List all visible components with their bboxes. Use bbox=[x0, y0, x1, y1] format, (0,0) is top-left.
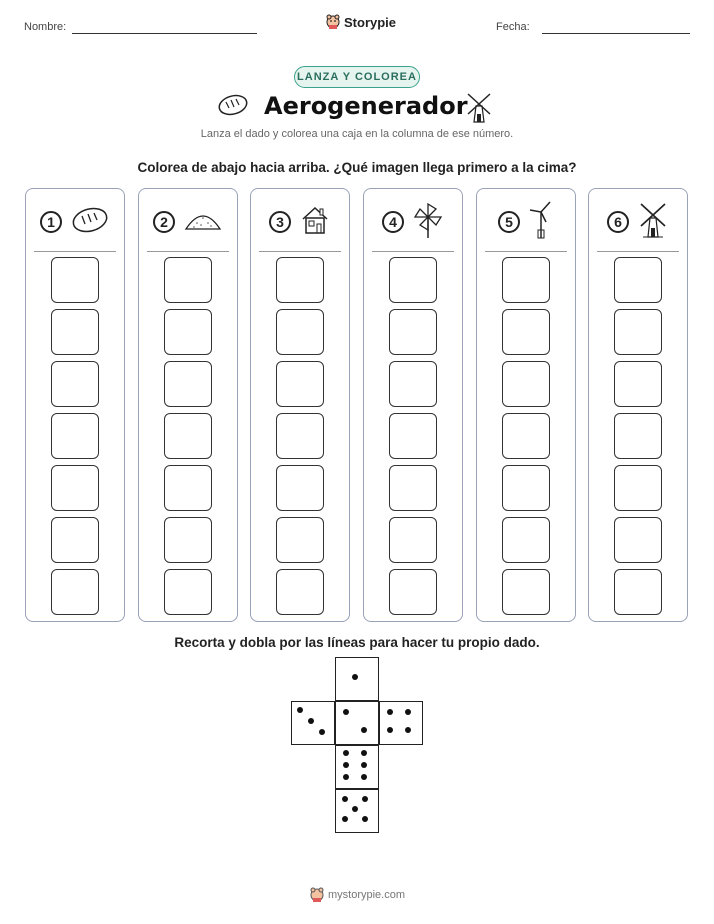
dice-pip bbox=[352, 674, 358, 680]
dice-pip bbox=[343, 762, 349, 768]
activity-badge: LANZA Y COLOREA bbox=[294, 66, 420, 88]
color-box[interactable] bbox=[164, 569, 212, 615]
color-box[interactable] bbox=[614, 517, 662, 563]
color-box[interactable] bbox=[51, 569, 99, 615]
color-box[interactable] bbox=[51, 257, 99, 303]
brand-logo bbox=[326, 14, 396, 30]
color-box[interactable] bbox=[389, 465, 437, 511]
dice-pip bbox=[361, 762, 367, 768]
column-header bbox=[364, 197, 462, 247]
dice-pip bbox=[343, 774, 349, 780]
column-divider bbox=[34, 251, 116, 252]
date-label: Fecha: bbox=[496, 21, 530, 33]
dice-pip bbox=[319, 729, 325, 735]
pinwheel-icon bbox=[412, 201, 444, 244]
dice-face-6 bbox=[335, 745, 379, 789]
instruction-top: Colorea de abajo hacia arriba. ¿Qué imagen llega primero a la cima? bbox=[137, 160, 577, 175]
dice-pip bbox=[405, 727, 411, 733]
dice-pip bbox=[387, 709, 393, 715]
column-header bbox=[139, 197, 237, 247]
color-column-6 bbox=[588, 188, 688, 622]
dice-pip bbox=[342, 816, 348, 822]
color-box[interactable] bbox=[389, 361, 437, 407]
column-divider bbox=[597, 251, 679, 252]
column-number: 3 bbox=[269, 211, 291, 233]
color-column-4 bbox=[363, 188, 463, 622]
color-column-3 bbox=[250, 188, 350, 622]
column-header bbox=[26, 197, 124, 247]
color-box[interactable] bbox=[389, 257, 437, 303]
color-box[interactable] bbox=[276, 517, 324, 563]
color-box[interactable] bbox=[614, 309, 662, 355]
color-box[interactable] bbox=[51, 361, 99, 407]
date-line[interactable] bbox=[542, 33, 690, 34]
color-box[interactable] bbox=[502, 413, 550, 459]
page-title: Aerogenerador bbox=[264, 92, 468, 120]
dice-face-4 bbox=[379, 701, 423, 745]
dice-pip bbox=[405, 709, 411, 715]
dice-pip bbox=[361, 774, 367, 780]
color-box[interactable] bbox=[164, 517, 212, 563]
wind-turbine-icon bbox=[528, 200, 554, 245]
color-column-2 bbox=[138, 188, 238, 622]
footer bbox=[310, 887, 405, 903]
color-box[interactable] bbox=[502, 309, 550, 355]
flour-pile-icon bbox=[183, 205, 223, 240]
color-box[interactable] bbox=[614, 465, 662, 511]
color-box[interactable] bbox=[389, 517, 437, 563]
brand-name: Storypie bbox=[344, 14, 397, 30]
column-number: 5 bbox=[498, 211, 520, 233]
color-box[interactable] bbox=[502, 361, 550, 407]
storypie-mascot-icon bbox=[310, 887, 324, 903]
storypie-mascot-icon bbox=[326, 14, 340, 30]
bread-icon bbox=[70, 205, 110, 240]
color-box[interactable] bbox=[276, 413, 324, 459]
color-box[interactable] bbox=[51, 517, 99, 563]
dice-pip bbox=[362, 816, 368, 822]
color-box[interactable] bbox=[164, 361, 212, 407]
color-box[interactable] bbox=[502, 517, 550, 563]
name-line[interactable] bbox=[72, 33, 257, 34]
column-divider bbox=[259, 251, 341, 252]
color-box[interactable] bbox=[389, 569, 437, 615]
color-box[interactable] bbox=[276, 361, 324, 407]
dice-face-5 bbox=[335, 789, 379, 833]
dice-pip bbox=[342, 796, 348, 802]
color-box[interactable] bbox=[389, 309, 437, 355]
color-box[interactable] bbox=[276, 257, 324, 303]
color-box[interactable] bbox=[389, 413, 437, 459]
color-box[interactable] bbox=[502, 569, 550, 615]
column-number: 1 bbox=[40, 211, 62, 233]
color-box[interactable] bbox=[276, 465, 324, 511]
color-box[interactable] bbox=[502, 257, 550, 303]
dice-pip bbox=[343, 750, 349, 756]
color-box[interactable] bbox=[164, 465, 212, 511]
column-divider bbox=[147, 251, 229, 252]
dice-pip bbox=[387, 727, 393, 733]
dice-pip bbox=[308, 718, 314, 724]
instruction-bottom: Recorta y dobla por las líneas para hacer tu propio dado. bbox=[174, 635, 540, 650]
bread-icon bbox=[216, 92, 250, 118]
color-box[interactable] bbox=[164, 257, 212, 303]
column-number: 4 bbox=[382, 211, 404, 233]
color-box[interactable] bbox=[502, 465, 550, 511]
column-header bbox=[477, 197, 575, 247]
color-box[interactable] bbox=[276, 309, 324, 355]
color-box[interactable] bbox=[51, 465, 99, 511]
column-divider bbox=[485, 251, 567, 252]
column-number: 2 bbox=[153, 211, 175, 233]
column-divider bbox=[372, 251, 454, 252]
dice-pip bbox=[362, 796, 368, 802]
color-box[interactable] bbox=[276, 569, 324, 615]
name-label: Nombre: bbox=[24, 21, 67, 33]
color-box[interactable] bbox=[614, 413, 662, 459]
dice-face-2 bbox=[335, 701, 379, 745]
dice-pip bbox=[297, 707, 303, 713]
house-icon bbox=[299, 204, 331, 241]
color-column-5 bbox=[476, 188, 576, 622]
dice-face-1 bbox=[335, 657, 379, 701]
color-box[interactable] bbox=[51, 309, 99, 355]
dice-pip bbox=[361, 750, 367, 756]
windmill-icon bbox=[637, 201, 669, 244]
subtitle: Lanza el dado y colorea una caja en la columna de ese número. bbox=[200, 128, 514, 140]
color-box[interactable] bbox=[51, 413, 99, 459]
dice-pip bbox=[343, 709, 349, 715]
dice-face-3 bbox=[291, 701, 335, 745]
windmill-icon bbox=[464, 92, 494, 124]
color-box[interactable] bbox=[614, 257, 662, 303]
color-box[interactable] bbox=[164, 413, 212, 459]
footer-url[interactable]: mystorypie.com bbox=[328, 889, 406, 901]
column-header bbox=[251, 197, 349, 247]
color-box[interactable] bbox=[614, 569, 662, 615]
color-box[interactable] bbox=[614, 361, 662, 407]
dice-pip bbox=[361, 727, 367, 733]
dice-pip bbox=[352, 806, 358, 812]
color-column-1 bbox=[25, 188, 125, 622]
color-box[interactable] bbox=[164, 309, 212, 355]
column-header bbox=[589, 197, 687, 247]
column-number: 6 bbox=[607, 211, 629, 233]
